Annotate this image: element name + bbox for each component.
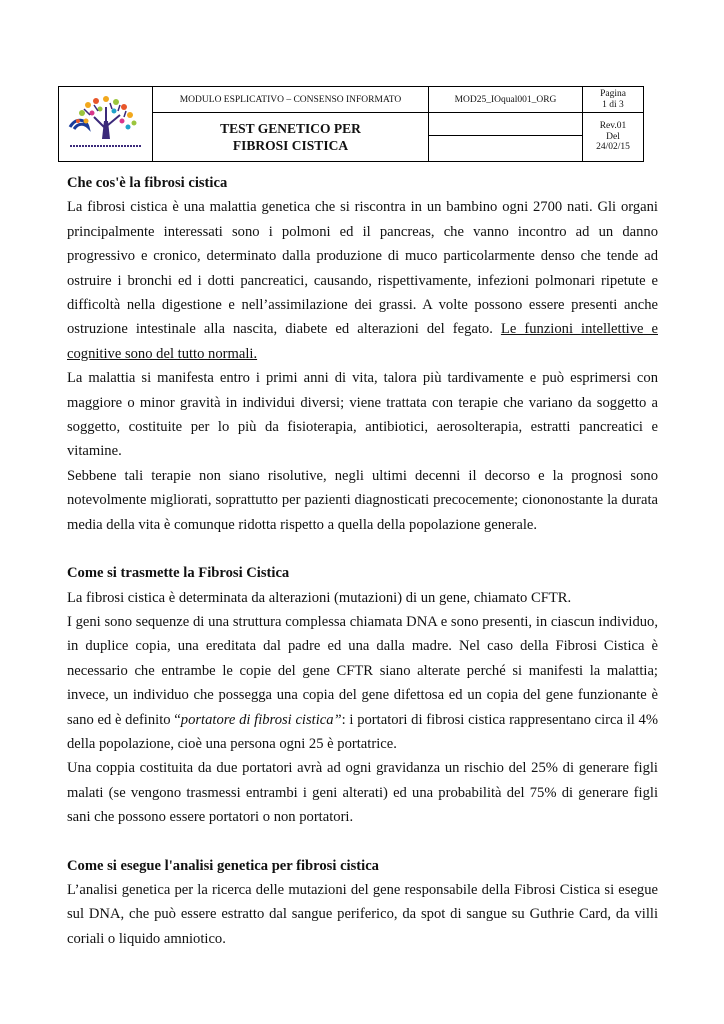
page-value: 1 di 3 bbox=[602, 99, 624, 110]
italic-term: portatore di fibrosi cistica” bbox=[180, 711, 342, 728]
page-label: Pagina bbox=[600, 89, 626, 99]
empty-cell bbox=[429, 113, 583, 136]
underlined-statement: Le funzioni intellettive e cognitive sono del tutto normali. bbox=[67, 321, 658, 362]
empty-cell bbox=[429, 136, 583, 162]
paragraph bbox=[67, 610, 658, 756]
module-label: MODULO ESPLICATIVO – CONSENSO INFORMATO bbox=[153, 87, 429, 113]
revision-del: Del bbox=[606, 131, 620, 142]
revision-date: 24/02/15 bbox=[596, 142, 630, 153]
title-line-2: FIBROSI CISTICA bbox=[232, 138, 349, 153]
paragraph-text: La fibrosi cistica è una malattia genetica che si riscontra in un bambino ogni 2700 nati. Gli organi principalmente interessati sono i polmoni ed il pancreas, che vanno incontro ad un danno progressivo e cronico, determinato dalla produzione di muco particolarmente denso che tende ad ostruire i bronchi ed i dotti pancreatici, causando, rispettivamente, infezioni polmonari ripetute e difficoltà nella digestione e nell’assimilazione dei grassi. A volte possono essere presenti anche ostruzione intestinale alla nascita, diabete ed alterazioni del fegato. bbox=[67, 199, 658, 338]
paragraph-text: I geni sono sequenze di una struttura complessa chiamata DNA e sono presenti, in ciascun individuo, in duplice copia, una ereditata dal padre ed una dalla madre. Nel caso della Fibrosi Cistica è necessario che entrambe le copie del gene CFTR siano alterate perché si manifesti la malattia; invece, un individuo che possegga una copia del gene difettosa ed un copia del gene funzionante è sano ed è definito “ bbox=[67, 613, 658, 728]
section-heading: Come si esegue l'analisi genetica per fibrosi cistica bbox=[67, 857, 379, 874]
page-indicator bbox=[583, 87, 644, 113]
paragraph: L’analisi genetica per la ricerca delle mutazioni del gene responsabile della Fibrosi Cistica si esegue sul DNA, che può essere estratto dal sangue periferico, da spot di sangue su Guthrie Card, da villi coriali o liquido amniotico. bbox=[67, 881, 658, 947]
paragraph bbox=[67, 195, 658, 366]
paragraph: La fibrosi cistica è determinata da alterazioni (mutazioni) di un gene, chiamato CFTR. bbox=[67, 589, 572, 606]
paragraph: La malattia si manifesta entro i primi anni di vita, talora più tardivamente e può esprimersi con maggiore o minor gravità in individui diversi; viene trattata con terapie che variano da soggetto a soggetto, costituite per lo più da fisioterapia, antibiotici, aerosolterapia, estratti pancreatici e vitamine. bbox=[67, 370, 658, 460]
paragraph: Sebbene tali terapie non siano risolutive, negli ultimi decenni il decorso e la prognosi sono notevolmente migliorati, soprattutto per pazienti diagnosticati precocemente; ciononostante la durata media della vita è comunque ridotta rispetto a quella della popolazione generale. bbox=[67, 467, 658, 533]
section-heading: Come si trasmette la Fibrosi Cistica bbox=[67, 565, 290, 582]
paragraph-text: : i portatori di fibrosi cistica rappresentano circa il 4% della popolazione, cioè una persona ogni 25 è portatrice. bbox=[67, 711, 658, 752]
section-heading: Che cos'è la fibrosi cistica bbox=[67, 175, 228, 191]
paragraph: Una coppia costituita da due portatori avrà ad ogni gravidanza un rischio del 25% di generare figli malati (se vengono trasmessi entrambi i geni alterati) ed una probabilità del 75% di generare figli sani che possono essere portatori o non portatori. bbox=[67, 760, 658, 826]
logo-cell bbox=[59, 87, 153, 162]
revision-info bbox=[583, 113, 644, 162]
title-line-1: TEST GENETICO PER bbox=[220, 121, 361, 136]
document-title bbox=[153, 113, 429, 162]
clinic-logo bbox=[64, 93, 148, 155]
document-header bbox=[58, 86, 644, 162]
revision-number: Rev.01 bbox=[599, 121, 627, 132]
document-body bbox=[67, 171, 658, 951]
document-code: MOD25_IOqual001_ORG bbox=[429, 87, 583, 113]
